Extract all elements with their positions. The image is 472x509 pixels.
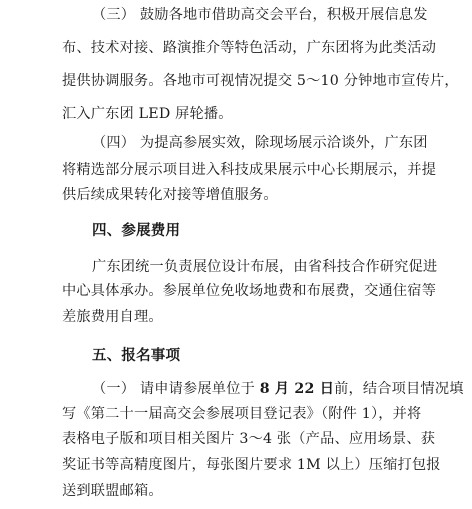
- paragraph-3-line-2: 布、技术对接、路演推介等特色活动，广东团将为此类活动: [62, 40, 437, 56]
- registration-line-3: 表格电子版和项目相关图片 3～4 张（产品、应用场景、获: [62, 431, 436, 447]
- paragraph-4-line-3: 供后续成果转化对接等增值服务。: [62, 187, 278, 203]
- paragraph-3-line-3: 提供协调服务。各地市可视情况提交 5～10 分钟地市宣传片，: [62, 73, 459, 89]
- paragraph-4-line-2: 将精选部分展示项目进入科技成果展示中心长期展示，并提: [62, 162, 437, 178]
- registration-line-1: [92, 380, 464, 398]
- registration-deadline: 8 月 22 日: [259, 381, 335, 397]
- paragraph-3-line-1: （三） 鼓励各地市借助高交会平台，积极开展信息发: [92, 7, 428, 23]
- section-heading-registration: 五、报名事项: [92, 347, 181, 364]
- section-heading-fees: 四、参展费用: [92, 222, 181, 239]
- paragraph-4-line-1: （四） 为提高参展实效，除现场展示洽谈外，广东团: [92, 135, 428, 151]
- paragraph-3-line-4: 汇入广东团 LED 屏轮播。: [62, 106, 233, 122]
- registration-line-1-suffix: 前，结合项目情况填: [334, 381, 464, 397]
- fees-line-2: 中心具体承办。参展单位免收场地费和布展费，交通住宿等: [62, 283, 437, 299]
- fees-line-3: 差旅费用自理。: [62, 309, 163, 325]
- registration-line-1-prefix: （一） 请申请参展单位于: [92, 381, 260, 397]
- registration-line-5: 送到联盟邮箱。: [62, 483, 163, 499]
- registration-line-2: 写《第二十一届高交会参展项目登记表》（附件 1），并将: [62, 406, 422, 422]
- fees-line-1: 广东团统一负责展位设计布展，由省科技合作研究促进: [92, 259, 438, 275]
- registration-line-4: 奖证书等高精度图片，每张图片要求 1M 以上）压缩打包报: [62, 457, 441, 473]
